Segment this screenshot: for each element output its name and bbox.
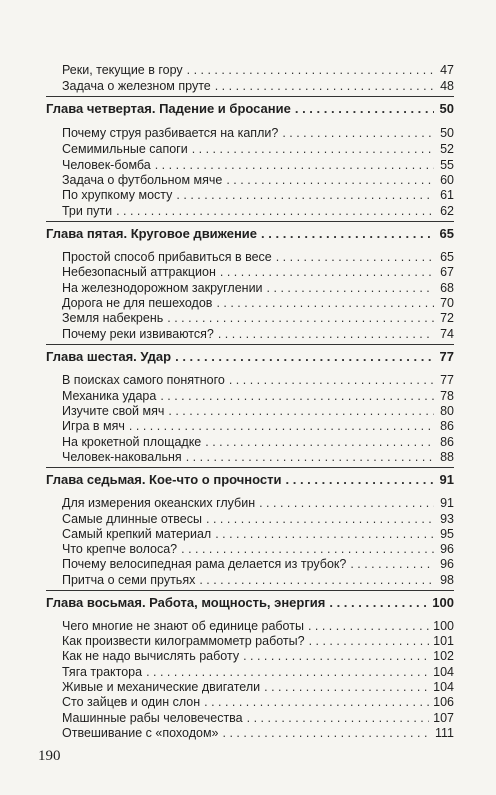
toc-entry: [62, 173, 454, 187]
entry-title: Как произвести килограммометр работы?: [62, 634, 305, 648]
toc-chapter-heading: [46, 101, 454, 116]
toc-chapter-heading: [46, 349, 454, 364]
dot-leader: [129, 419, 434, 433]
dot-leader: [215, 527, 434, 541]
dot-leader: [192, 142, 434, 156]
entry-title: Простой способ прибавиться в весе: [62, 250, 272, 264]
toc-entry: [62, 649, 454, 663]
entry-page-number: 100: [432, 595, 454, 610]
dot-leader: [216, 296, 434, 310]
dot-leader: [175, 349, 434, 364]
entry-page-number: 104: [433, 665, 454, 679]
toc-entry: [62, 573, 454, 587]
dot-leader: [206, 512, 434, 526]
toc-entry: [62, 126, 454, 140]
entry-page-number: 67: [440, 265, 454, 279]
toc-entry: [62, 619, 454, 633]
chapter-title: Глава шестая. Удар: [46, 349, 172, 364]
entry-page-number: 72: [440, 311, 454, 325]
entry-page-number: 50: [440, 126, 454, 140]
chapter-title: Глава четвертая. Падение и бросание: [46, 101, 291, 116]
dot-leader: [229, 373, 434, 387]
dot-leader: [220, 265, 434, 279]
entry-page-number: 95: [440, 527, 454, 541]
chapter-separator-line: [46, 467, 454, 468]
dot-leader: [186, 450, 434, 464]
entry-title: Самый крепкий материал: [62, 527, 212, 541]
entry-page-number: 48: [440, 79, 454, 93]
toc-entry: [62, 634, 454, 648]
toc-entry: [62, 158, 454, 172]
dot-leader: [350, 557, 434, 571]
entry-page-number: 91: [439, 472, 454, 487]
entry-title: Машинные рабы человечества: [62, 711, 243, 725]
toc-entry: [62, 450, 454, 464]
entry-page-number: 62: [440, 204, 454, 218]
chapter-separator-line: [46, 96, 454, 97]
entry-page-number: 96: [440, 542, 454, 556]
toc-entry: [62, 527, 454, 541]
entry-page-number: 70: [440, 296, 454, 310]
entry-title: Тяга трактора: [62, 665, 143, 679]
dot-leader: [267, 281, 434, 295]
toc-entry: [62, 512, 454, 526]
toc-entry: [62, 680, 454, 694]
entry-title: Реки, текущие в гору: [62, 63, 183, 77]
page-number: 190: [38, 748, 61, 764]
toc-entry: [62, 665, 454, 679]
toc-entry: [62, 496, 454, 510]
toc-entry: [62, 281, 454, 295]
chapter-title: Глава седьмая. Кое-что о прочности: [46, 472, 282, 487]
entry-title: Человек-бомба: [62, 158, 151, 172]
entry-title: Сто зайцев и один слон: [62, 695, 201, 709]
entry-page-number: 55: [440, 158, 454, 172]
toc-entry: [62, 711, 454, 725]
entry-page-number: 77: [439, 349, 454, 364]
toc-entry: [62, 542, 454, 556]
entry-title: Задача о железном пруте: [62, 79, 211, 93]
toc-entry: [62, 296, 454, 310]
entry-page-number: 86: [440, 435, 454, 449]
dot-leader: [167, 311, 434, 325]
entry-title: Живые и механические двигатели: [62, 680, 261, 694]
entry-page-number: 96: [440, 557, 454, 571]
toc-entry: [62, 142, 454, 156]
toc-chapter-heading: [46, 226, 454, 241]
dot-leader: [187, 63, 434, 77]
entry-title: На крокетной площадке: [62, 435, 202, 449]
entry-title: Почему струя разбивается на капли?: [62, 126, 279, 140]
entry-page-number: 98: [440, 573, 454, 587]
entry-title: Человек-наковальня: [62, 450, 182, 464]
toc-entry: [62, 695, 454, 709]
entry-page-number: 111: [434, 726, 454, 740]
dot-leader: [264, 680, 429, 694]
entry-page-number: 50: [439, 101, 454, 116]
entry-page-number: 100: [433, 619, 454, 633]
entry-title: Небезопасный аттракцион: [62, 265, 216, 279]
entry-title: По хрупкому мосту: [62, 188, 173, 202]
entry-title: В поисках самого понятного: [62, 373, 225, 387]
dot-leader: [204, 695, 429, 709]
chapter-separator-line: [46, 344, 454, 345]
entry-page-number: 107: [433, 711, 454, 725]
entry-title: Изучите свой мяч: [62, 404, 165, 418]
toc-entry: [62, 188, 454, 202]
dot-leader: [160, 389, 434, 403]
toc-entry: [62, 389, 454, 403]
entry-page-number: 52: [440, 142, 454, 156]
dot-leader: [329, 595, 428, 610]
entry-page-number: 47: [440, 63, 454, 77]
dot-leader: [215, 79, 434, 93]
dot-leader: [282, 126, 434, 140]
toc-entry: [62, 726, 454, 740]
entry-page-number: 101: [433, 634, 454, 648]
entry-page-number: 60: [440, 173, 454, 187]
entry-page-number: 77: [440, 373, 454, 387]
toc-entry: [62, 404, 454, 418]
dot-leader: [261, 226, 434, 241]
toc-entry: [62, 265, 454, 279]
chapter-separator-line: [46, 221, 454, 222]
dot-leader: [223, 726, 431, 740]
entry-title: Для измерения океанских глубин: [62, 496, 256, 510]
chapter-title: Глава пятая. Круговое движение: [46, 226, 258, 241]
entry-title: Задача о футбольном мяче: [62, 173, 223, 187]
dot-leader: [226, 173, 434, 187]
entry-page-number: 106: [433, 695, 454, 709]
entry-title: Притча о семи прутьях: [62, 573, 196, 587]
entry-page-number: 93: [440, 512, 454, 526]
entry-page-number: 61: [440, 188, 454, 202]
entry-title: На железнодорожном закруглении: [62, 281, 263, 295]
dot-leader: [309, 634, 430, 648]
entry-title: Чего многие не знают об единице работы: [62, 619, 304, 633]
entry-page-number: 80: [440, 404, 454, 418]
chapter-separator-line: [46, 590, 454, 591]
dot-leader: [168, 404, 434, 418]
entry-page-number: 104: [433, 680, 454, 694]
entry-title: Механика удара: [62, 389, 157, 403]
dot-leader: [176, 188, 434, 202]
entry-title: Почему реки извиваются?: [62, 327, 214, 341]
dot-leader: [308, 619, 429, 633]
toc-chapter-heading: [46, 595, 454, 610]
entry-page-number: 91: [440, 496, 454, 510]
dot-leader: [243, 649, 429, 663]
dot-leader: [199, 573, 434, 587]
entry-page-number: 65: [440, 250, 454, 264]
toc-chapter-heading: [46, 472, 454, 487]
entry-page-number: 68: [440, 281, 454, 295]
chapter-title: Глава восьмая. Работа, мощность, энергия: [46, 595, 326, 610]
entry-page-number: 88: [440, 450, 454, 464]
dot-leader: [259, 496, 434, 510]
entry-page-number: 74: [440, 327, 454, 341]
toc-entry: [62, 79, 454, 93]
toc-entry: [62, 419, 454, 433]
entry-title: Земля набекрень: [62, 311, 164, 325]
entry-page-number: 65: [439, 226, 454, 241]
entry-title: Дорога не для пешеходов: [62, 296, 213, 310]
dot-leader: [247, 711, 430, 725]
entry-title: Отвешивание с «походом»: [62, 726, 219, 740]
dot-leader: [116, 204, 434, 218]
toc-entry: [62, 373, 454, 387]
dot-leader: [286, 472, 434, 487]
entry-title: Как не надо вычислять работу: [62, 649, 240, 663]
entry-title: Три пути: [62, 204, 113, 218]
dot-leader: [276, 250, 434, 264]
toc-entry: [62, 63, 454, 77]
dot-leader: [181, 542, 434, 556]
entry-title: Самые длинные отвесы: [62, 512, 202, 526]
toc-entry: [62, 311, 454, 325]
toc-entry: [62, 204, 454, 218]
entry-page-number: 102: [433, 649, 454, 663]
dot-leader: [205, 435, 434, 449]
dot-leader: [155, 158, 434, 172]
entry-title: Игра в мяч: [62, 419, 125, 433]
toc-entry: [62, 435, 454, 449]
entry-title: Почему велосипедная рама делается из трубок?: [62, 557, 347, 571]
entry-page-number: 78: [440, 389, 454, 403]
dot-leader: [218, 327, 434, 341]
dot-leader: [295, 101, 434, 116]
toc-entry: [62, 327, 454, 341]
entry-title: Что крепче волоса?: [62, 542, 178, 556]
entry-title: Семимильные сапоги: [62, 142, 188, 156]
toc-entry: [62, 557, 454, 571]
entry-page-number: 86: [440, 419, 454, 433]
dot-leader: [146, 665, 429, 679]
toc-entry: [62, 250, 454, 264]
